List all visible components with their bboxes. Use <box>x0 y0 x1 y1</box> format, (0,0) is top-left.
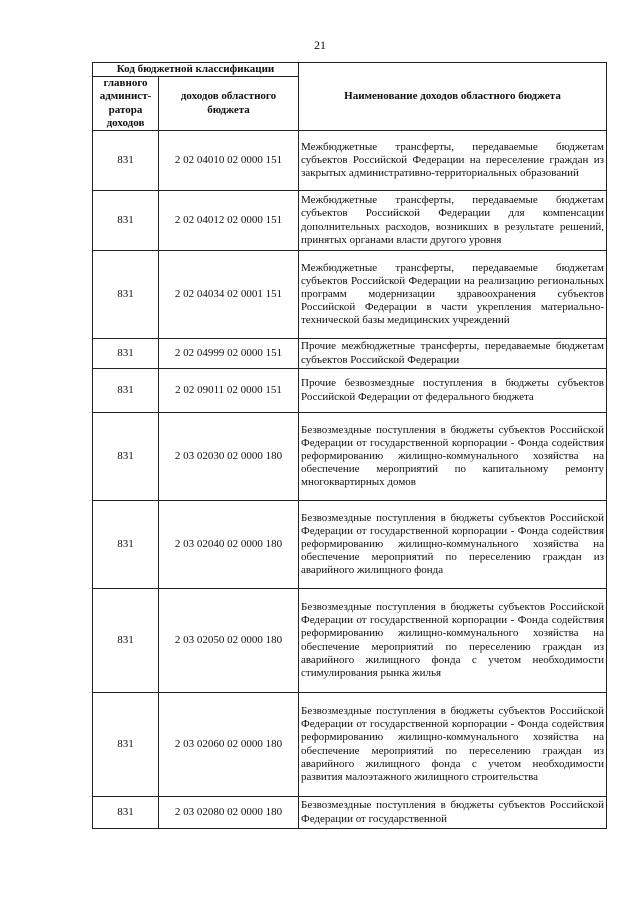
admin-code: 831 <box>93 589 159 693</box>
table-row <box>93 589 607 693</box>
table-row <box>93 797 607 829</box>
table-row <box>93 693 607 797</box>
table-row <box>93 369 607 413</box>
income-code: 2 03 02040 02 0000 180 <box>159 501 299 589</box>
admin-code: 831 <box>93 339 159 369</box>
income-name: Прочие безвозмездные поступления в бюджеты субъектов Российской Федерации от федерального бюджета <box>299 369 607 413</box>
header-group: Код бюджетной классификации <box>93 63 299 77</box>
admin-code: 831 <box>93 501 159 589</box>
income-name: Межбюджетные трансферты, передаваемые бюджетам субъектов Российской Федерации на реализацию региональных программ модернизации здравоохранения субъектов Российской Федерации в части укрепления материально-технической базы медицинских учреждений <box>299 251 607 339</box>
header-code: доходов областного бюджета <box>159 77 299 131</box>
income-code: 2 02 04012 02 0000 151 <box>159 191 299 251</box>
income-code: 2 02 04034 02 0001 151 <box>159 251 299 339</box>
header-admin: главного админист-ратора доходов <box>93 77 159 131</box>
admin-code: 831 <box>93 693 159 797</box>
admin-code: 831 <box>93 191 159 251</box>
admin-code: 831 <box>93 251 159 339</box>
table-row <box>93 413 607 501</box>
income-code: 2 02 09011 02 0000 151 <box>159 369 299 413</box>
income-code: 2 03 02050 02 0000 180 <box>159 589 299 693</box>
income-name: Безвозмездные поступления в бюджеты субъектов Российской Федерации от государственной корпорации - Фонда содействия реформированию жилищно-коммунального хозяйства на обеспечение мероприятий по переселению граждан из аварийного жилищного фонда с учетом необходимости стимулирования рынка жилья <box>299 589 607 693</box>
table-row <box>93 251 607 339</box>
budget-classification-table <box>92 62 607 829</box>
income-name: Межбюджетные трансферты, передаваемые бюджетам субъектов Российской Федерации на переселение граждан из закрытых административно-территориальных образований <box>299 131 607 191</box>
admin-code: 831 <box>93 797 159 829</box>
income-name: Безвозмездные поступления в бюджеты субъектов Российской Федерации от государственной корпорации - Фонда содействия реформированию жилищно-коммунального хозяйства на обеспечение мероприятий по переселению граждан из аварийного жилищного фонда с учетом необходимости развития малоэтажного жилищного строительства <box>299 693 607 797</box>
table-row <box>93 339 607 369</box>
income-code: 2 02 04010 02 0000 151 <box>159 131 299 191</box>
admin-code: 831 <box>93 131 159 191</box>
income-code: 2 03 02080 02 0000 180 <box>159 797 299 829</box>
page-number: 21 <box>314 38 326 52</box>
admin-code: 831 <box>93 413 159 501</box>
income-name: Прочие межбюджетные трансферты, передаваемые бюджетам субъектов Российской Федерации <box>299 339 607 369</box>
table-row <box>93 501 607 589</box>
income-name: Безвозмездные поступления в бюджеты субъектов Российской Федерации от государственной <box>299 797 607 829</box>
income-code: 2 02 04999 02 0000 151 <box>159 339 299 369</box>
income-code: 2 03 02060 02 0000 180 <box>159 693 299 797</box>
table-row <box>93 131 607 191</box>
income-name: Безвозмездные поступления в бюджеты субъектов Российской Федерации от государственной корпорации - Фонда содействия реформированию жилищно-коммунального хозяйства на обеспечение мероприятий по капитальному ремонту многоквартирных домов <box>299 413 607 501</box>
header-name: Наименование доходов областного бюджета <box>299 63 607 131</box>
income-code: 2 03 02030 02 0000 180 <box>159 413 299 501</box>
table-row <box>93 191 607 251</box>
income-name: Межбюджетные трансферты, передаваемые бюджетам субъектов Российской Федерации для компенсации дополнительных расходов, возникших в результате решений, принятых органами власти другого уровня <box>299 191 607 251</box>
income-name: Безвозмездные поступления в бюджеты субъектов Российской Федерации от государственной корпорации - Фонда содействия реформированию жилищно-коммунального хозяйства на обеспечение мероприятий по переселению граждан из аварийного жилищного фонда <box>299 501 607 589</box>
admin-code: 831 <box>93 369 159 413</box>
